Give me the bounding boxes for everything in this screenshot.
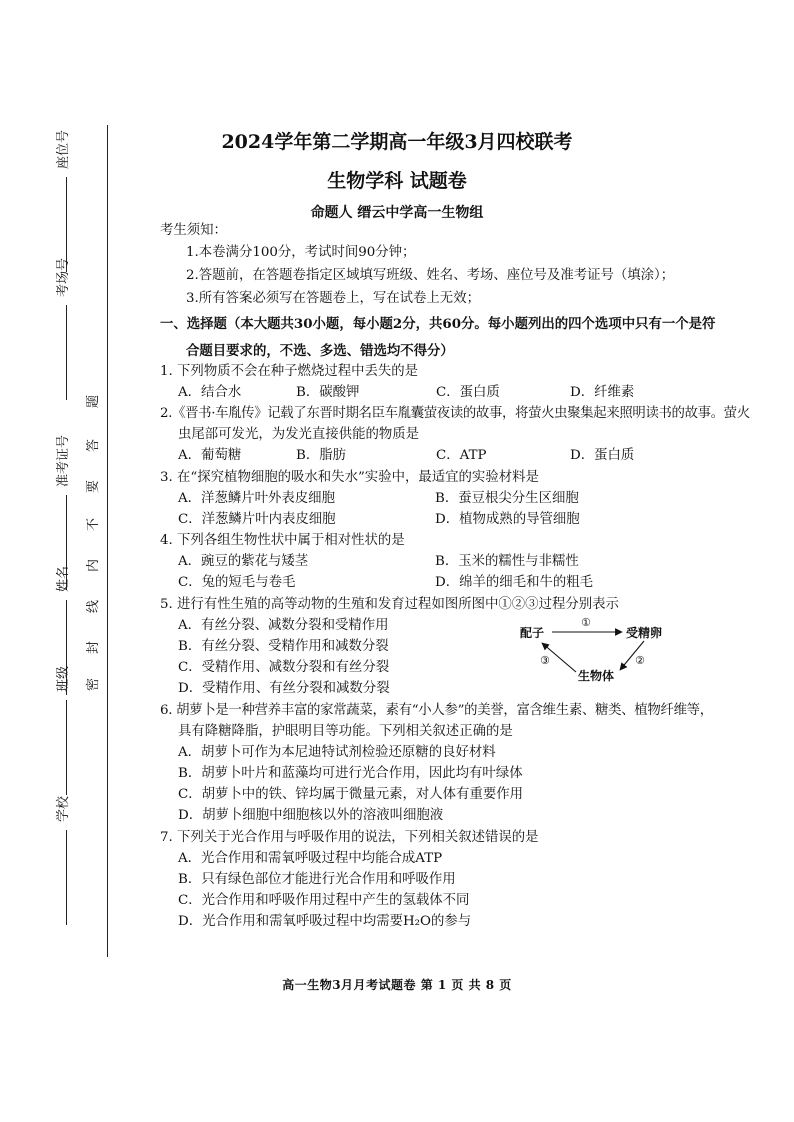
question-stem: 6. 胡萝卜是一种营养丰富的家常蔬菜，素有“小人参”的美誉，富含维生素、糖类、植物纤维等， — [160, 703, 713, 718]
seal-char: 密 — [86, 677, 102, 692]
option-row — [178, 385, 634, 401]
option: B．有丝分裂、受精作用和减数分裂 — [178, 639, 389, 654]
option: A．结合水 — [178, 385, 242, 400]
question-stem: 1. 下列物质不会在种子燃烧过程中丢失的是 — [160, 364, 419, 379]
exam-subject: 生物学科 试题卷 — [327, 170, 467, 192]
seal-char: 封 — [86, 640, 102, 655]
option-row — [178, 554, 579, 570]
option: A．豌豆的紫花与矮茎 — [178, 554, 309, 569]
seal-char: 不 — [86, 517, 102, 532]
organism-label: 生物体 — [578, 669, 615, 683]
question-stem-cont: 具有降糖降脂，护眼明目等功能。下列相关叙述正确的是 — [178, 724, 513, 739]
name-label: 姓名 — [56, 565, 71, 592]
option: A．光合作用和需氧呼吸过程中均能合成ATP — [178, 851, 443, 866]
option: D．绵羊的细毛和牛的粗毛 — [435, 575, 594, 590]
reproduction-cycle-diagram — [518, 612, 698, 692]
seat-number-label: 座位号 — [56, 129, 71, 169]
gamete-label: 配子 — [520, 626, 545, 640]
option: B．玉米的糯性与非糯性 — [435, 554, 579, 569]
option: C．ATP — [436, 448, 487, 463]
option: D．胡萝卜细胞中细胞核以外的溶液叫细胞液 — [178, 808, 444, 823]
seal-char: 要 — [86, 479, 102, 494]
class-field — [52, 666, 71, 795]
question-stem: 5. 进行有性生殖的高等动物的生殖和发育过程如图所图中①②③过程分别表示 — [160, 597, 619, 612]
notice-item: 3.所有答案必须写在答题卷上，写在试卷上无效； — [186, 291, 480, 306]
option: D．受精作用、有丝分裂和减数分裂 — [178, 681, 390, 696]
exam-room-field — [52, 258, 71, 400]
option: B．胡萝卜叶片和蓝藻均可进行光合作用，因此均有叶绿体 — [178, 766, 523, 781]
option-row — [178, 512, 580, 528]
option-row — [178, 448, 634, 464]
school-field — [52, 796, 71, 925]
option: C．兔的短毛与卷毛 — [178, 575, 296, 590]
notice-item: 1.本卷满分100分，考试时间90分钟； — [186, 245, 416, 260]
option: C．光合作用和呼吸作用过程中产生的氢载体不同 — [178, 893, 470, 908]
exam-room-label: 考场号 — [56, 257, 71, 297]
step-1-label: ① — [581, 616, 591, 629]
seal-char: 答 — [86, 438, 102, 453]
question-stem-cont: 虫尾部可发光，为发光直接供能的物质是 — [178, 427, 420, 442]
option: C．受精作用、减数分裂和有丝分裂 — [178, 660, 390, 675]
option: D．光合作用和需氧呼吸过程中均需要H₂O的参与 — [178, 914, 472, 929]
seal-char: 题 — [86, 394, 102, 409]
option: B．碳酸钾 — [296, 385, 360, 400]
zygote-label: 受精卵 — [626, 626, 663, 640]
question-stem: 4. 下列各组生物性状中属于相对性状的是 — [160, 533, 405, 548]
question-stem: 7. 下列关于光合作用与呼吸作用的说法，下列相关叙述错误的是 — [160, 830, 539, 845]
step-2-label: ② — [635, 654, 645, 667]
option: B．脂肪 — [296, 448, 347, 463]
admission-number-label: 准考证号 — [56, 434, 71, 487]
option: A．葡萄糖 — [178, 448, 242, 463]
option: B．蚕豆根尖分生区细胞 — [435, 491, 579, 506]
option-row — [178, 491, 579, 507]
seal-char: 线 — [86, 599, 102, 614]
option: C．蛋白质 — [436, 385, 500, 400]
option: C．洋葱鳞片叶内表皮细胞 — [178, 512, 336, 527]
notice-heading: 考生须知： — [160, 223, 227, 238]
option: C．胡萝卜中的铁、锌均属于微量元素，对人体有重要作用 — [178, 787, 524, 802]
option: A．胡萝卜可作为本尼迪特试剂检验还原糖的良好材料 — [178, 745, 496, 760]
binding-line — [107, 125, 108, 957]
option: D．纤维素 — [570, 385, 635, 400]
option-row — [178, 575, 593, 591]
seal-char: 内 — [86, 558, 102, 573]
question-stem: 2.《晋书·车胤传》记载了东晋时期名臣车胤囊萤夜读的故事，将萤火虫聚集起来照明读书的故事。萤火 — [160, 406, 750, 421]
option: D．蛋白质 — [570, 448, 635, 463]
section-heading: 一、选择题（本大题共30小题，每小题2分，共60分。每小题列出的四个选项中只有一个是符 — [160, 316, 716, 332]
step-3-label: ③ — [540, 654, 550, 667]
school-label: 学校 — [56, 795, 71, 822]
option: B．只有绿色部位才能进行光合作用和呼吸作用 — [178, 872, 456, 887]
option: A．有丝分裂、减数分裂和受精作用 — [178, 618, 389, 633]
question-stem: 3. 在“探究植物细胞的吸水和失水”实验中，最适宜的实验材料是 — [160, 470, 539, 485]
option: D．植物成熟的导管细胞 — [435, 512, 580, 527]
exam-title: 2024学年第二学期高一年级3月四校联考 — [221, 131, 573, 153]
section-heading-cont: 合题目要求的，不选、多选、错选均不得分） — [186, 343, 454, 359]
notice-item: 2.答题前，在答题卷指定区域填写班级、姓名、考场、座位号及准考证号（填涂）； — [186, 268, 675, 283]
exam-author: 命题人 缙云中学高一生物组 — [310, 205, 484, 221]
page-footer: 高一生物3月月考试题卷 第 1 页 共 8 页 — [282, 978, 512, 992]
class-label: 班级 — [56, 665, 71, 692]
option: A．洋葱鳞片叶外表皮细胞 — [178, 491, 335, 506]
